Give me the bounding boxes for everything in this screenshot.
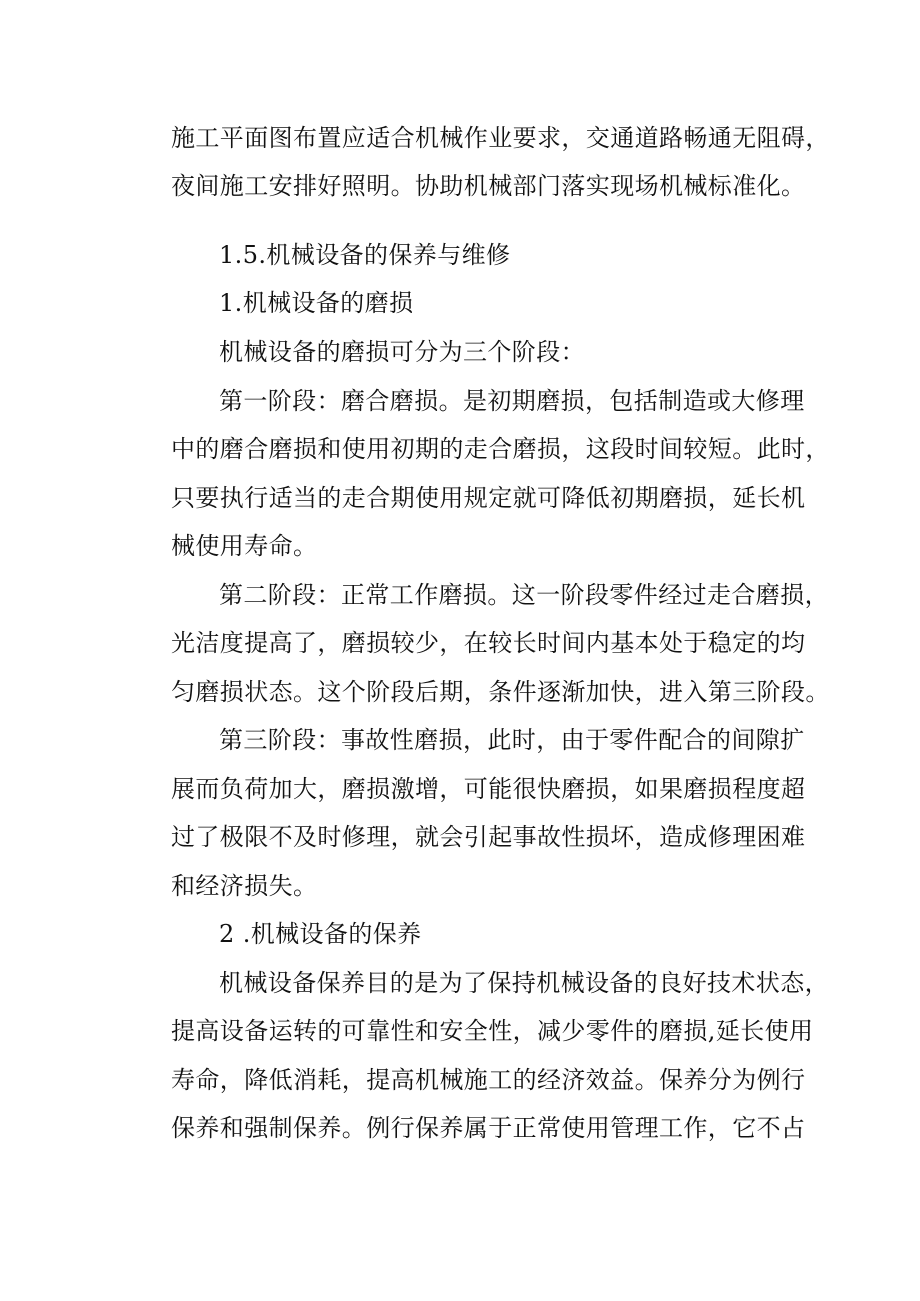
text-line: 第一阶段：磨合磨损。是初期磨损，包括制造或大修理	[219, 387, 805, 415]
text-line: 光洁度提高了，磨损较少，在较长时间内基本处于稳定的均	[171, 629, 806, 657]
text-line: 展而负荷加大，磨损激增，可能很快磨损，如果磨损程度超	[171, 775, 806, 803]
text-line: 械使用寿命。	[171, 532, 318, 560]
text-line: 施工平面图布置应适合机械作业要求，交通道路畅通无阻碍，	[171, 124, 830, 152]
subsection-heading: 2 .机械设备的保养	[219, 920, 422, 948]
text-line: 保养和强制保养。例行保养属于正常使用管理工作，它不占	[171, 1114, 806, 1142]
text-line: 第二阶段：正常工作磨损。这一阶段零件经过走合磨损，	[219, 581, 829, 609]
text-line: 提高设备运转的可靠性和安全性，减少零件的磨损,延长使用	[171, 1017, 814, 1045]
text-line: 只要执行适当的走合期使用规定就可降低初期磨损，延长机	[171, 484, 806, 512]
section-heading: 1.5.机械设备的保养与维修	[219, 241, 511, 269]
text-line: 过了极限不及时修理，就会引起事故性损坏，造成修理困难	[171, 823, 806, 851]
subsection-heading: 1.机械设备的磨损	[219, 289, 414, 317]
text-line: 第三阶段：事故性磨损，此时，由于零件配合的间隙扩	[219, 726, 805, 754]
text-line: 寿命，降低消耗，提高机械施工的经济效益。保养分为例行	[171, 1066, 806, 1094]
text-line: 匀磨损状态。这个阶段后期，条件逐渐加快，进入第三阶段。	[171, 678, 830, 706]
text-line: 和经济损失。	[171, 872, 318, 900]
text-line: 中的磨合磨损和使用初期的走合磨损，这段时间较短。此时，	[171, 435, 830, 463]
text-line: 夜间施工安排好照明。协助机械部门落实现场机械标准化。	[171, 172, 806, 200]
text-line: 机械设备保养目的是为了保持机械设备的良好技术状态，	[219, 969, 829, 997]
text-line: 机械设备的磨损可分为三个阶段：	[219, 338, 585, 366]
